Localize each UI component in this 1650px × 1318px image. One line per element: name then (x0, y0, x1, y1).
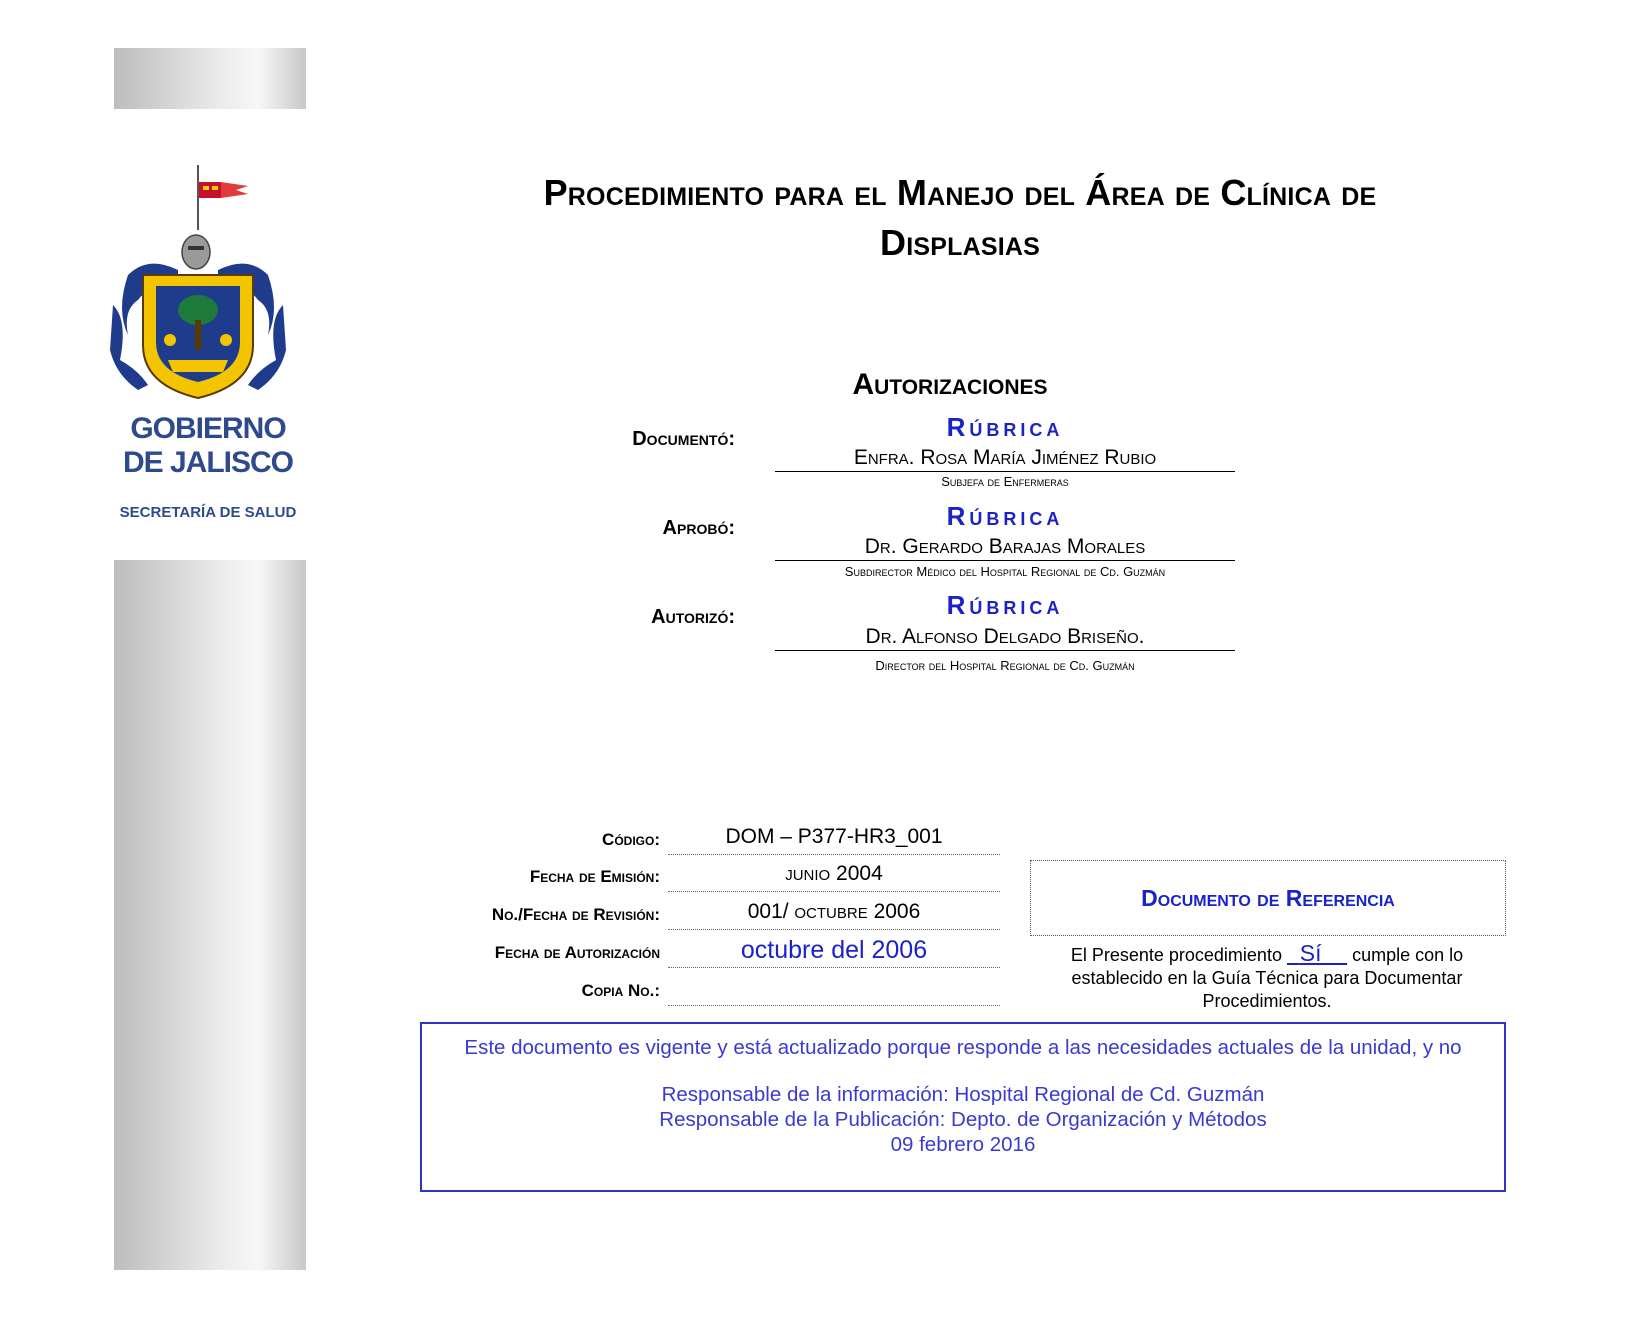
title-line-2: Displasias (880, 222, 1040, 263)
role-autorizo: Autorizó: (651, 606, 735, 628)
notice-responsables (422, 1082, 1504, 1157)
responsable-publicacion: Responsable de la Publicación: Depto. de Organización y Métodos (659, 1108, 1267, 1131)
reference-heading: Documento de Referencia (1141, 884, 1395, 911)
role-documento: Documentó: (632, 428, 735, 450)
role-aprobo: Aprobó: (662, 517, 735, 539)
signature-autorizo: Rúbrica (946, 590, 1064, 620)
sidebar-gradient-top (114, 48, 306, 109)
title-documento: Subjefa de Enfermeras (941, 474, 1069, 489)
reference-note-prefix: El Presente procedimiento (1070, 945, 1282, 965)
sidebar-gradient-bottom (114, 560, 306, 1270)
copia-value (668, 971, 1000, 1006)
secretaria-label: SECRETARÍA DE SALUD (119, 504, 297, 521)
government-name (108, 412, 308, 480)
autorizacion-label: Fecha de Autorización (494, 943, 660, 962)
emision-value: junio 2004 (668, 857, 1000, 892)
gov-line-2: DE JALISCO (122, 446, 294, 479)
reference-note-value (1287, 940, 1347, 966)
reference-note-suffix: cumple con lo establecido en la Guía Técnica para Documentar Procedimientos. (1071, 945, 1464, 1011)
emision-label: Fecha de Emisión: (529, 867, 660, 886)
publication-date: 09 febrero 2016 (890, 1133, 1036, 1156)
signature-aprobo: Rúbrica (946, 501, 1064, 531)
page-title (400, 168, 1520, 268)
authorizations-heading: Autorizaciones (852, 368, 1048, 401)
title-autorizo: Director del Hospital Regional de Cd. Guzmán (875, 658, 1135, 673)
title-line-1: Procedimiento para el Manejo del Área de Clínica de (543, 172, 1377, 213)
name-aprobo: Dr. Gerardo Barajas Morales (775, 535, 1235, 561)
autorizacion-value: octubre del 2006 (668, 933, 1000, 968)
revision-value: 001/ octubre 2006 (668, 895, 1000, 930)
validity-notice-box (420, 1022, 1506, 1192)
name-autorizo: Dr. Alfonso Delgado Briseño. (775, 625, 1235, 651)
notice-line-1: Este documento es vigente y está actualizado porque responde a las necesidades actuales de la unidad, y no (464, 1036, 1462, 1059)
gov-line-1: GOBIERNO (130, 412, 286, 445)
codigo-value: DOM – P377-HR3_001 (668, 820, 1000, 855)
reference-heading-box (1030, 860, 1506, 936)
signature-documento: Rúbrica (946, 412, 1064, 442)
title-aprobo: Subdirector Médico del Hospital Regional de Cd. Guzmán (844, 564, 1166, 579)
name-documento: Enfra. Rosa María Jiménez Rubio (775, 446, 1235, 472)
reference-note-value-text: Sí (1299, 940, 1322, 966)
jalisco-coat-of-arms-icon (108, 160, 288, 405)
copia-label: Copia No.: (581, 981, 660, 1000)
revision-label: No./Fecha de Revisión: (491, 905, 660, 924)
responsable-info: Responsable de la información: Hospital Regional de Cd. Guzmán (661, 1083, 1265, 1106)
codigo-label: Código: (602, 830, 660, 849)
reference-note (1030, 942, 1504, 1013)
